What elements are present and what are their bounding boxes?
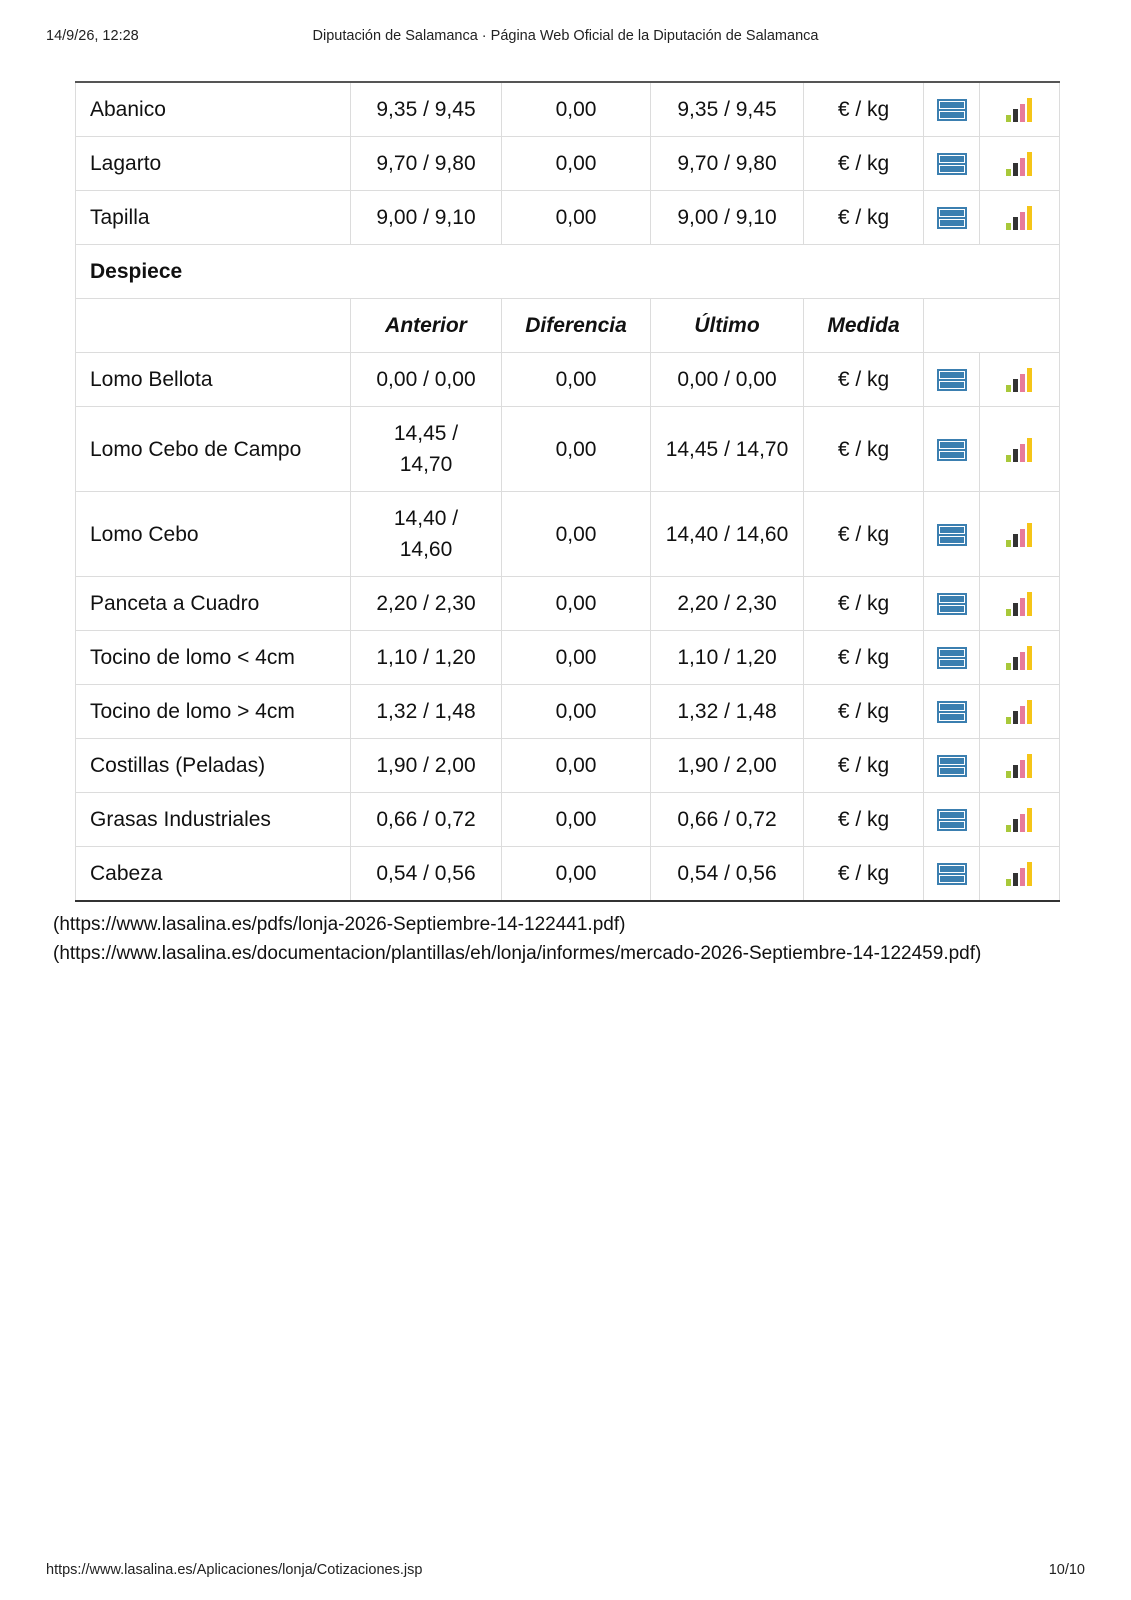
chart-button[interactable] — [980, 685, 1060, 739]
table-history-icon[interactable] — [937, 206, 967, 229]
bar-chart-icon[interactable] — [1005, 523, 1035, 546]
ultimo-value: 9,35 / 9,45 — [651, 82, 804, 137]
medida-value: € / kg — [804, 631, 924, 685]
table-row — [76, 577, 1060, 631]
table-row — [76, 739, 1060, 793]
product-name: Panceta a Cuadro — [76, 577, 351, 631]
table-row — [76, 353, 1060, 407]
history-table-button[interactable] — [924, 631, 980, 685]
ultimo-value: 1,10 / 1,20 — [651, 631, 804, 685]
chart-button[interactable] — [980, 847, 1060, 902]
table-row — [76, 191, 1060, 245]
column-header-anterior: Anterior — [351, 299, 502, 353]
history-table-button[interactable] — [924, 492, 980, 577]
ultimo-value: 1,90 / 2,00 — [651, 739, 804, 793]
bar-chart-icon[interactable] — [1005, 808, 1035, 831]
history-table-button[interactable] — [924, 407, 980, 492]
history-table-button[interactable] — [924, 82, 980, 137]
anterior-value: 1,32 / 1,48 — [351, 685, 502, 739]
table-row — [76, 631, 1060, 685]
medida-value: € / kg — [804, 577, 924, 631]
bar-chart-icon[interactable] — [1005, 152, 1035, 175]
diferencia-value: 0,00 — [502, 492, 651, 577]
diferencia-value: 0,00 — [502, 137, 651, 191]
product-name: Lomo Bellota — [76, 353, 351, 407]
column-header-diferencia: Diferencia — [502, 299, 651, 353]
bar-chart-icon[interactable] — [1005, 646, 1035, 669]
medida-value: € / kg — [804, 82, 924, 137]
ultimo-value: 0,54 / 0,56 — [651, 847, 804, 902]
pdf-link-lonja[interactable]: (https://www.lasalina.es/pdfs/lonja-2026-Septiembre-14-122441.pdf) — [53, 914, 626, 935]
diferencia-value: 0,00 — [502, 191, 651, 245]
table-history-icon[interactable] — [937, 700, 967, 723]
chart-button[interactable] — [980, 191, 1060, 245]
medida-value: € / kg — [804, 407, 924, 492]
product-name: Tocino de lomo < 4cm — [76, 631, 351, 685]
anterior-value: 14,45 / 14,70 — [351, 407, 502, 492]
history-table-button[interactable] — [924, 793, 980, 847]
medida-value: € / kg — [804, 492, 924, 577]
medida-value: € / kg — [804, 847, 924, 902]
chart-button[interactable] — [980, 407, 1060, 492]
table-history-icon[interactable] — [937, 152, 967, 175]
chart-button[interactable] — [980, 492, 1060, 577]
history-table-button[interactable] — [924, 847, 980, 902]
diferencia-value: 0,00 — [502, 847, 651, 902]
bar-chart-icon[interactable] — [1005, 438, 1035, 461]
chart-button[interactable] — [980, 82, 1060, 137]
product-name: Lagarto — [76, 137, 351, 191]
product-name: Tocino de lomo > 4cm — [76, 685, 351, 739]
history-table-button[interactable] — [924, 353, 980, 407]
header-empty-cell — [924, 299, 1060, 353]
diferencia-value: 0,00 — [502, 577, 651, 631]
section-row — [76, 245, 1060, 299]
ultimo-value: 14,40 / 14,60 — [651, 492, 804, 577]
product-name: Cabeza — [76, 847, 351, 902]
chart-button[interactable] — [980, 631, 1060, 685]
print-datetime: 14/9/26, 12:28 — [46, 28, 139, 44]
table-history-icon[interactable] — [937, 98, 967, 121]
medida-value: € / kg — [804, 793, 924, 847]
table-history-icon[interactable] — [937, 368, 967, 391]
ultimo-value: 9,00 / 9,10 — [651, 191, 804, 245]
ultimo-value: 0,66 / 0,72 — [651, 793, 804, 847]
pdf-links — [53, 910, 981, 968]
chart-button[interactable] — [980, 353, 1060, 407]
table-row — [76, 137, 1060, 191]
quotes-table — [75, 81, 1060, 902]
table-history-icon[interactable] — [937, 754, 967, 777]
print-header — [46, 28, 1085, 48]
section-title: Despiece — [76, 245, 1060, 299]
product-name: Lomo Cebo de Campo — [76, 407, 351, 492]
chart-button[interactable] — [980, 577, 1060, 631]
medida-value: € / kg — [804, 353, 924, 407]
table-history-icon[interactable] — [937, 808, 967, 831]
print-page-title: Diputación de Salamanca · Página Web Oficial de la Diputación de Salamanca — [312, 28, 819, 44]
anterior-value: 9,35 / 9,45 — [351, 82, 502, 137]
table-row — [76, 492, 1060, 577]
table-row — [76, 82, 1060, 137]
product-name: Abanico — [76, 82, 351, 137]
table-row — [76, 685, 1060, 739]
bar-chart-icon[interactable] — [1005, 368, 1035, 391]
anterior-value: 14,40 / 14,60 — [351, 492, 502, 577]
table-row — [76, 407, 1060, 492]
anterior-value: 9,00 / 9,10 — [351, 191, 502, 245]
table-history-icon[interactable] — [937, 862, 967, 885]
diferencia-value: 0,00 — [502, 407, 651, 492]
ultimo-value: 2,20 / 2,30 — [651, 577, 804, 631]
history-table-button[interactable] — [924, 685, 980, 739]
history-table-button[interactable] — [924, 137, 980, 191]
anterior-value: 0,00 / 0,00 — [351, 353, 502, 407]
anterior-value: 0,66 / 0,72 — [351, 793, 502, 847]
diferencia-value: 0,00 — [502, 82, 651, 137]
diferencia-value: 0,00 — [502, 685, 651, 739]
history-table-button[interactable] — [924, 739, 980, 793]
anterior-value: 9,70 / 9,80 — [351, 137, 502, 191]
medida-value: € / kg — [804, 685, 924, 739]
bar-chart-icon[interactable] — [1005, 862, 1035, 885]
table-history-icon[interactable] — [937, 438, 967, 461]
table-history-icon[interactable] — [937, 523, 967, 546]
chart-button[interactable] — [980, 137, 1060, 191]
table-row — [76, 847, 1060, 902]
diferencia-value: 0,00 — [502, 353, 651, 407]
product-name: Grasas Industriales — [76, 793, 351, 847]
product-name: Tapilla — [76, 191, 351, 245]
chart-button[interactable] — [980, 739, 1060, 793]
table-history-icon[interactable] — [937, 592, 967, 615]
anterior-value: 0,54 / 0,56 — [351, 847, 502, 902]
column-header-medida: Medida — [804, 299, 924, 353]
table-history-icon[interactable] — [937, 646, 967, 669]
diferencia-value: 0,00 — [502, 793, 651, 847]
table-row — [76, 793, 1060, 847]
bar-chart-icon[interactable] — [1005, 700, 1035, 723]
column-header-ultimo: Último — [651, 299, 804, 353]
diferencia-value: 0,00 — [502, 739, 651, 793]
pdf-link-mercado[interactable]: (https://www.lasalina.es/documentacion/plantillas/eh/lonja/informes/mercado-2026-Septiembre-14-122459.pdf) — [53, 943, 982, 964]
anterior-value: 2,20 / 2,30 — [351, 577, 502, 631]
print-footer — [46, 1562, 1085, 1582]
history-table-button[interactable] — [924, 577, 980, 631]
product-name: Lomo Cebo — [76, 492, 351, 577]
diferencia-value: 0,00 — [502, 631, 651, 685]
chart-button[interactable] — [980, 793, 1060, 847]
bar-chart-icon[interactable] — [1005, 754, 1035, 777]
ultimo-value: 9,70 / 9,80 — [651, 137, 804, 191]
print-url: https://www.lasalina.es/Aplicaciones/lonja/Cotizaciones.jsp — [46, 1562, 423, 1578]
bar-chart-icon[interactable] — [1005, 592, 1035, 615]
medida-value: € / kg — [804, 137, 924, 191]
medida-value: € / kg — [804, 191, 924, 245]
anterior-value: 1,10 / 1,20 — [351, 631, 502, 685]
bar-chart-icon[interactable] — [1005, 98, 1035, 121]
anterior-value: 1,90 / 2,00 — [351, 739, 502, 793]
medida-value: € / kg — [804, 739, 924, 793]
header-empty-cell — [76, 299, 351, 353]
history-table-button[interactable] — [924, 191, 980, 245]
ultimo-value: 0,00 / 0,00 — [651, 353, 804, 407]
product-name: Costillas (Peladas) — [76, 739, 351, 793]
ultimo-value: 1,32 / 1,48 — [651, 685, 804, 739]
ultimo-value: 14,45 / 14,70 — [651, 407, 804, 492]
page-number: 10/10 — [1048, 1562, 1085, 1578]
column-header-row — [76, 299, 1060, 353]
bar-chart-icon[interactable] — [1005, 206, 1035, 229]
